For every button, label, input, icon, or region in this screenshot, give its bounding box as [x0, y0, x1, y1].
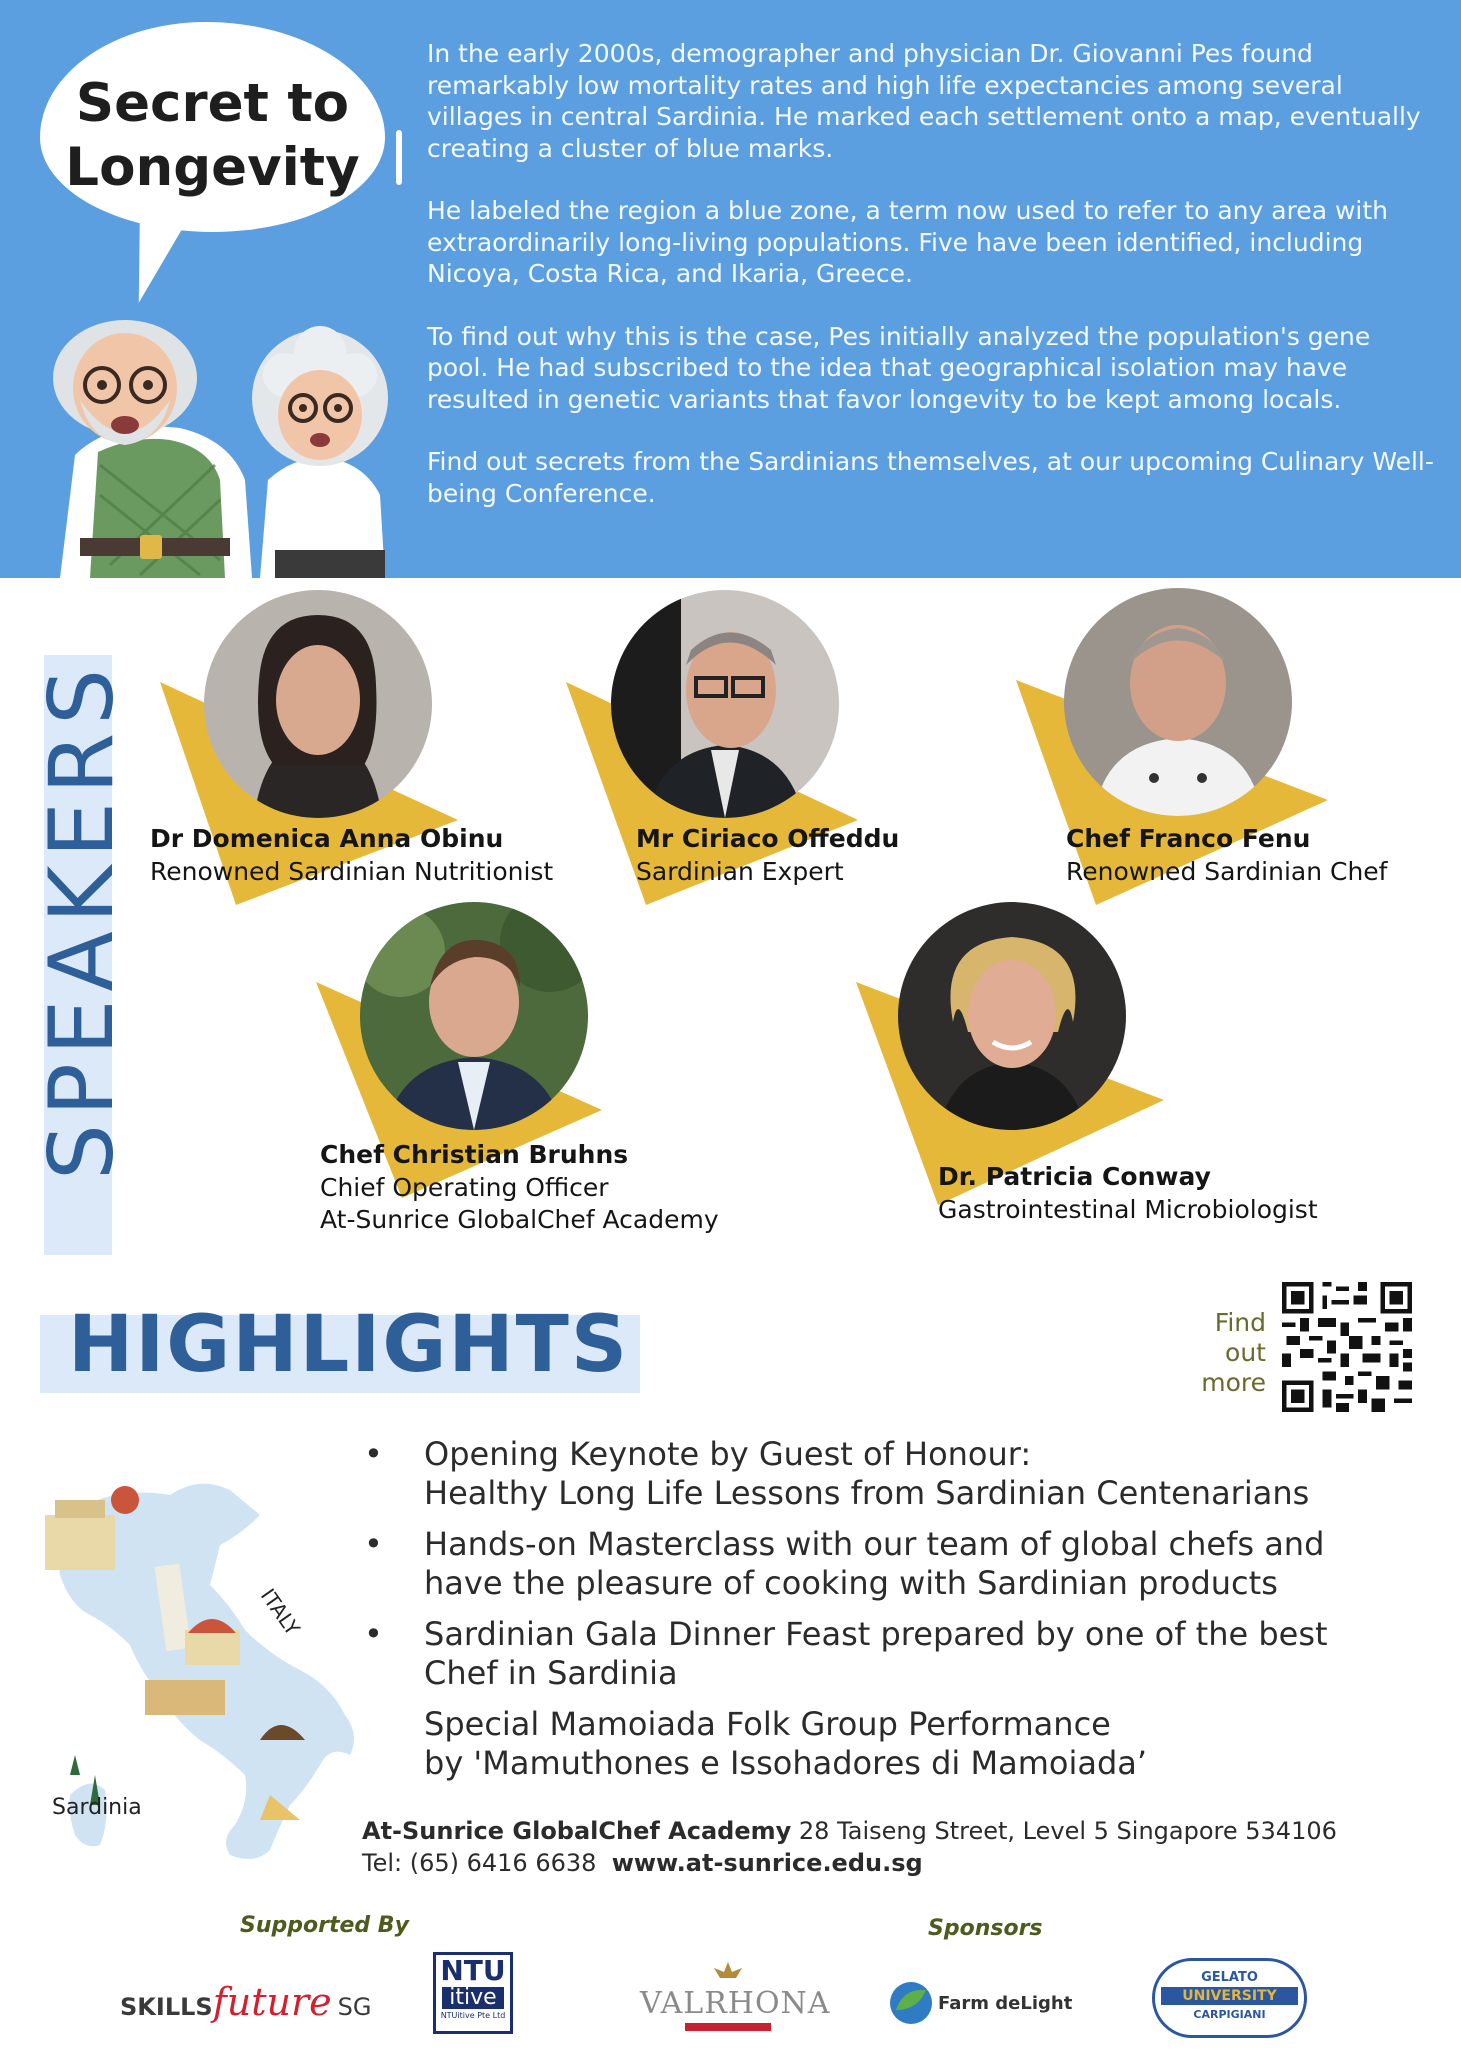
highlight-line: Special Mamoiada Folk Group Performance — [424, 1705, 1111, 1743]
venue-street: 28 Taiseng Street, Level 5 Singapore 534106 — [791, 1817, 1337, 1845]
speaker-name: Chef Christian Bruhns — [320, 1140, 629, 1169]
title-line-1: Secret to — [75, 73, 350, 134]
speaker-role: Sardinian Expert — [636, 857, 844, 886]
valrhona-emblem-icon — [698, 1960, 758, 1982]
speaker-name: Dr. Patricia Conway — [938, 1162, 1211, 1191]
highlight-item — [360, 1525, 1420, 1603]
highlight-item — [360, 1705, 1420, 1783]
gelato-logo-text: UNIVERSITY — [1161, 1987, 1298, 2005]
bullet-icon: • — [364, 1615, 383, 1653]
map-island-label: Sardinia — [52, 1795, 142, 1820]
skillsfuture-logo-text: SG — [337, 1993, 372, 2021]
speaker-role: Renowned Sardinian Nutritionist — [150, 857, 554, 886]
gelato-logo-text: CARPIGIANI — [1193, 2008, 1266, 2021]
skillsfuture-logo — [120, 1980, 371, 2024]
venue-website-link[interactable]: www.at-sunrice.edu.sg — [611, 1849, 923, 1877]
speaker-role: Gastrointestinal Microbiologist — [938, 1195, 1318, 1224]
farm-delight-logo-text: Farm deLight — [938, 1992, 1073, 2014]
highlights-heading: HIGHLIGHTS — [68, 1300, 630, 1390]
valrhona-logo-text: VALRHONA — [640, 1986, 831, 2021]
intro-paragraph: He labeled the region a blue zone, a term now used to refer to any area with extraordinarily long-living populations. Five have been identified, including Nicoya, Costa Rica, and Ikaria, Greece. — [427, 196, 1388, 288]
ntuitive-logo-text: itive — [442, 1987, 504, 2009]
speakers-heading: SPEAKERS — [30, 660, 133, 1180]
find-out-more-line: Find — [1214, 1308, 1266, 1337]
highlight-line: have the pleasure of cooking with Sardinian products — [424, 1564, 1278, 1602]
ntuitive-logo-text: NTU — [440, 1954, 506, 1987]
venue-name: At-Sunrice GlobalChef Academy — [362, 1817, 792, 1845]
highlight-line: Sardinian Gala Dinner Feast prepared by one of the best — [424, 1615, 1328, 1653]
valrhona-logo — [640, 1960, 831, 2031]
highlight-line: Hands-on Masterclass with our team of global chefs and — [424, 1525, 1325, 1563]
speaker-role: Chief Operating Officer — [320, 1173, 609, 1202]
highlight-line: Chef in Sardinia — [424, 1654, 678, 1692]
ntuitive-logo-text: NTUitive Pte Ltd — [440, 2011, 506, 2020]
skillsfuture-logo-text: SKILLS — [120, 1993, 213, 2021]
sponsors-label: Sponsors — [928, 1916, 1043, 1941]
valrhona-underline — [685, 2023, 771, 2031]
speaker-role: Renowned Sardinian Chef — [1066, 857, 1388, 886]
venue-phone: Tel: (65) 6416 6638 — [362, 1849, 597, 1877]
qr-code[interactable] — [1282, 1282, 1412, 1412]
speaker-photo — [204, 590, 432, 818]
skillsfuture-logo-text: future — [212, 1980, 332, 2024]
gelato-university-logo — [1152, 1958, 1307, 2038]
find-out-more-line: out — [1225, 1338, 1266, 1367]
contact-line — [362, 1847, 1337, 1879]
highlight-line: Opening Keynote by Guest of Honour: — [424, 1435, 1032, 1473]
speaker-photo — [1064, 588, 1292, 816]
speaker-photo — [611, 590, 839, 818]
ntuitive-logo — [433, 1952, 513, 2034]
bullet-icon: • — [364, 1435, 383, 1473]
speaker-name: Dr Domenica Anna Obinu — [150, 824, 504, 853]
highlights-list — [360, 1435, 1420, 1795]
highlight-item — [360, 1435, 1420, 1513]
speaker-photo — [898, 902, 1126, 1130]
intro-paragraph: Find out secrets from the Sardinians themselves, at our upcoming Culinary Well-being Conference. — [427, 447, 1434, 508]
find-out-more-label — [1180, 1308, 1266, 1398]
supported-by-label: Supported By — [240, 1913, 409, 1938]
highlight-line: by 'Mamuthones e Issohadores di Mamoiada’ — [424, 1744, 1148, 1782]
intro-paragraph: In the early 2000s, demographer and physician Dr. Giovanni Pes found remarkably low mortality rates and high life expectancies among several villages in central Sardinia. He marked each settlement onto a map, eventually creating a cluster of blue marks. — [427, 39, 1421, 163]
leaf-icon — [888, 1980, 934, 2026]
farm-delight-logo — [888, 1980, 1072, 2026]
speaker-name: Chef Franco Fenu — [1066, 824, 1311, 853]
find-out-more-line: more — [1201, 1368, 1266, 1397]
intro-paragraph: To find out why this is the case, Pes initially analyzed the population's gene pool. He had subscribed to the idea that geographical isolation may have resulted in genetic variants that favor longevity to be kept among locals. — [427, 321, 1371, 414]
highlight-item — [360, 1615, 1420, 1693]
speaker-photo — [360, 902, 588, 1130]
speaker-name: Mr Ciriaco Offeddu — [636, 824, 900, 853]
highlight-line: Healthy Long Life Lessons from Sardinian Centenarians — [424, 1474, 1310, 1512]
gelato-logo-text: GELATO — [1201, 1970, 1258, 1985]
address-line — [362, 1815, 1337, 1847]
venue-address — [362, 1815, 1337, 1879]
speaker-role: At-Sunrice GlobalChef Academy — [320, 1205, 719, 1234]
bullet-icon: • — [364, 1525, 383, 1563]
title-line-2: Longevity — [65, 137, 360, 198]
map-country-label: ITALY — [255, 1584, 305, 1640]
